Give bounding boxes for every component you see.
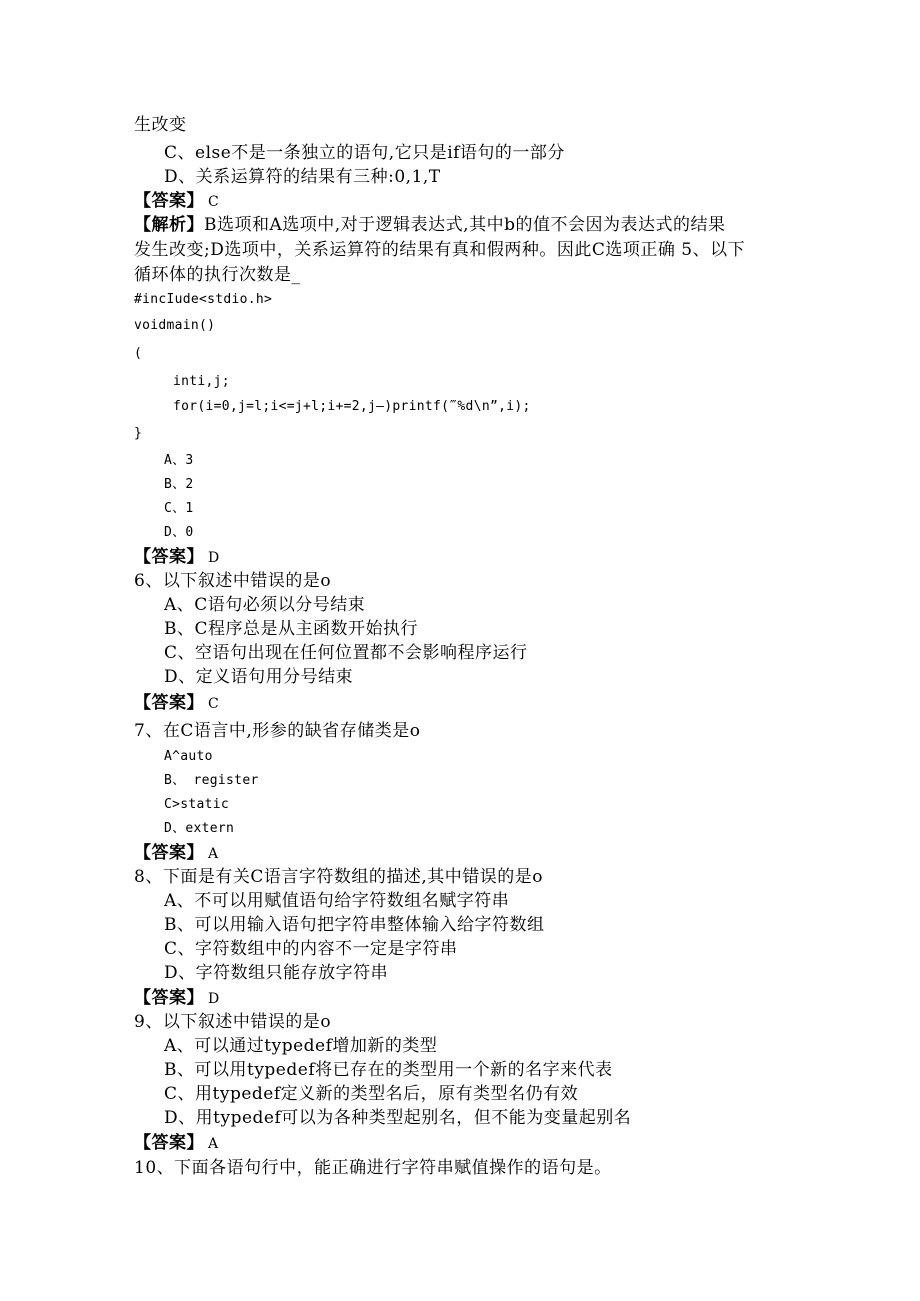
option-c: C、空语句出现在任何位置都不会影响程序运行 (164, 643, 528, 663)
question-6-text: 6、以下叙述中错误的是o (134, 571, 332, 591)
answer-label: 【答案】 (134, 1133, 204, 1153)
option-c: C、字符数组中的内容不一定是字符串 (164, 939, 458, 959)
option-c: C>static (164, 797, 230, 812)
text-line: 生改变 (134, 115, 187, 135)
answer-label: 【答案】 (134, 988, 204, 1008)
code-declare: inti,j; (173, 374, 230, 389)
answer-value: C (208, 696, 220, 712)
option-b: B、 register (164, 773, 259, 788)
option-b: B、C程序总是从主函数开始执行 (164, 619, 418, 639)
option-d: D、字符数组只能存放字符串 (164, 963, 389, 983)
option-c: C、用typedef定义新的类型名后，原有类型名仍有效 (164, 1084, 579, 1104)
option-c: C、else不是一条独立的语句,它只是if语句的一部分 (164, 143, 565, 163)
code-main: voidmain() (134, 318, 216, 333)
question-7-text: 7、在C语言中,形参的缺省存储类是o (134, 721, 421, 741)
option-d: D、用typedef可以为各种类型起别名，但不能为变量起别名 (164, 1108, 632, 1128)
option-d: D、关系运算符的结果有三种:0,1,T (164, 167, 441, 187)
answer-value: A (208, 1136, 219, 1152)
code-close-brace: } (134, 426, 143, 441)
code-for-loop: for(i=0,j=l;i<=j+l;i+=2,j—)printf(‴%d\n”,i); (173, 399, 531, 414)
answer-line (134, 692, 219, 715)
question-9-text: 9、以下叙述中错误的是o (134, 1012, 332, 1032)
option-a: A、可以通过typedef增加新的类型 (164, 1036, 438, 1056)
answer-line (134, 546, 220, 569)
explanation-line-2: 发生改变;D选项中，关系运算符的结果有真和假两种。因此C选项正确 5、以下 (134, 240, 746, 260)
option-b: B、可以用typedef将已存在的类型用一个新的名字来代表 (164, 1060, 613, 1080)
answer-value: D (208, 550, 220, 566)
answer-label: 【答案】 (134, 191, 204, 211)
option-d: D、定义语句用分号结束 (164, 667, 354, 687)
question-10-text: 10、下面各语句行中，能正确进行字符串赋值操作的语句是。 (134, 1158, 612, 1178)
code-include: #incIude<stdio.h> (134, 292, 273, 307)
answer-value: D (208, 991, 220, 1007)
answer-label: 【答案】 (134, 547, 204, 567)
question-8-text: 8、下面是有关C语言字符数组的描述,其中错误的是o (134, 867, 543, 887)
option-b: B、可以用输入语句把字符串整体输入给字符数组 (164, 915, 545, 935)
answer-line (134, 1132, 219, 1155)
code-open-brace: ( (134, 346, 143, 361)
answer-line (134, 842, 219, 865)
explanation-line (134, 214, 725, 236)
explanation-label: 【解析】 (134, 215, 204, 235)
option-a: A、3 (164, 453, 194, 468)
option-b: B、2 (164, 477, 194, 492)
answer-line (134, 190, 219, 213)
option-d: D、0 (164, 525, 194, 540)
option-a: A、不可以用赋值语句给字符数组名赋字符串 (164, 891, 510, 911)
answer-value: C (208, 194, 220, 210)
option-a: A、C语句必须以分号结束 (164, 595, 366, 615)
answer-value: A (208, 846, 219, 862)
question-5-text: 循环体的执行次数是_ (134, 265, 301, 285)
option-c: C、1 (164, 501, 194, 516)
option-a: A^auto (164, 749, 213, 764)
answer-line (134, 987, 220, 1010)
answer-label: 【答案】 (134, 843, 204, 863)
explanation-text: B选项和A选项中,对于逻辑表达式,其中b的值不会因为表达式的结果 (204, 215, 726, 235)
answer-label: 【答案】 (134, 693, 204, 713)
option-d: D、extern (164, 821, 235, 836)
